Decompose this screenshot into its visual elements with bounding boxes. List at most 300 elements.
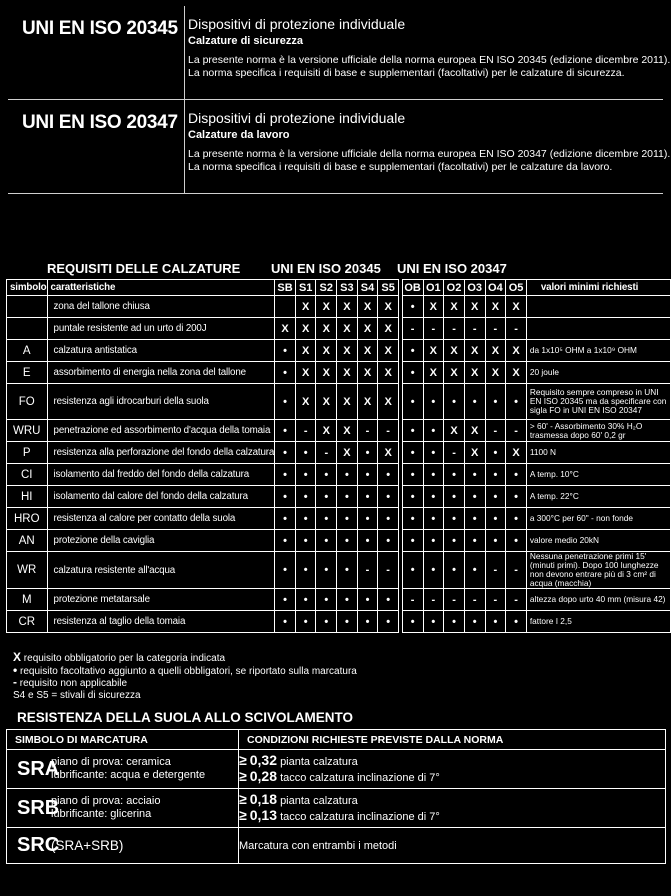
requirement-row [7,318,671,340]
standard-en-iso-20347 [8,100,671,194]
requirement-row [7,384,671,420]
requirement-value-s1: X [295,340,316,362]
slip-resistance-title: RESISTENZA DELLA SUOLA ALLO SCIVOLAMENTO [17,710,354,725]
requirement-min-value: 1100 N [526,442,670,464]
requirement-value-s5: X [378,442,399,464]
legend-dot-key: • [13,662,18,677]
slip-label-heel: tacco calzatura inclinazione di 7° [280,811,440,823]
requirement-value-s1: • [295,508,316,530]
requirement-value-s4: X [357,296,378,318]
legend-dot [13,662,357,678]
requirement-value-o2: - [444,442,465,464]
requirement-value-o4: X [485,296,506,318]
standard-en-iso-20345 [8,6,671,100]
requirement-value-s1: • [295,486,316,508]
requirement-value-o3: • [464,552,485,589]
requirement-value-o5: - [506,552,527,589]
requirement-value-ob: • [402,442,423,464]
requirement-value-ob: • [402,420,423,442]
requirement-symbol: AN [7,530,48,552]
requirement-value-s3: • [337,508,358,530]
requirement-value-o2: X [444,362,465,384]
requirement-symbol [7,296,48,318]
requirement-value-s2: X [316,318,337,340]
requirement-value-sb: • [275,464,296,486]
requirement-value-s4: • [357,442,378,464]
requirement-min-value [526,318,670,340]
requirement-value-o1: • [423,530,444,552]
requirement-value-s4: - [357,420,378,442]
requirement-symbol: CI [7,464,48,486]
requirement-value-o4: • [485,508,506,530]
requirement-value-sb: • [275,362,296,384]
requirement-value-s4: • [357,486,378,508]
requirement-value-o2: • [444,486,465,508]
slip-lubricant: lubrificante: glicerina [51,808,152,820]
requirement-value-s4: X [357,384,378,420]
legend-x [13,652,357,665]
column-header-s3: S3 [337,280,358,296]
requirement-characteristic: zona del tallone chiusa [47,296,275,318]
requirement-value-s2: • [316,589,337,611]
requirement-symbol: M [7,589,48,611]
requirement-value-o1: - [423,318,444,340]
requirement-value-sb [275,296,296,318]
requirement-min-value: 20 joule [526,362,670,384]
requirement-value-o3: • [464,384,485,420]
requirement-value-o2: - [444,318,465,340]
standard-subtitle: Calzature da lavoro [188,129,290,141]
requirement-row [7,530,671,552]
requirement-value-ob: • [402,552,423,589]
requirement-value-ob: • [402,296,423,318]
requirement-value-s4: • [357,611,378,633]
requirement-value-s4: - [357,552,378,589]
requirement-value-o4: X [485,362,506,384]
requirement-value-s3: X [337,318,358,340]
slip-mark-note: (SRA+SRB) [51,838,124,853]
requirement-value-o4: - [485,552,506,589]
requirement-value-sb: • [275,530,296,552]
slip-value-sole: 0,32 [249,752,277,768]
requirement-characteristic: penetrazione ed assorbimento d'acqua della tomaia [47,420,275,442]
requirement-value-sb: • [275,508,296,530]
legend-dash [13,677,357,690]
requirement-value-s2: X [316,362,337,384]
requirement-value-s3: • [337,530,358,552]
requirement-value-s4: • [357,530,378,552]
requirement-min-value: fattore I 2,5 [526,611,670,633]
group-title-20347: UNI EN ISO 20347 [397,261,507,276]
slip-operator: ≥ [239,768,247,784]
header-min-values: valori minimi richiesti [526,280,670,296]
slip-header-marking: SIMBOLO DI MARCATURA [7,730,239,750]
requirement-value-sb: • [275,552,296,589]
requirement-value-sb: • [275,589,296,611]
requirement-value-o3: X [464,420,485,442]
requirement-characteristic: resistenza al taglio della tomaia [47,611,275,633]
header-divider [184,100,185,193]
requirements-table-body [7,280,671,633]
requirement-value-o4: • [485,611,506,633]
requirement-value-s4: X [357,318,378,340]
requirement-value-s2: • [316,508,337,530]
requirement-value-o4: - [485,318,506,340]
requirement-value-o2: • [444,530,465,552]
standard-description-line-2: La norma specifica i requisiti di base e supplementari (facoltativi) per le calzature da lavoro. [188,161,613,173]
requirement-value-s2: • [316,486,337,508]
requirement-value-s2: X [316,420,337,442]
group-title-20345: UNI EN ISO 20345 [271,261,381,276]
legend-x-text: requisito obbligatorio per la categoria indicata [23,653,226,664]
slip-header-row [7,730,666,750]
requirement-value-ob: - [402,318,423,340]
requirement-characteristic: isolamento dal freddo del fondo della calzatura [47,464,275,486]
requirement-value-o5: X [506,362,527,384]
slip-resistance-table [6,729,666,864]
requirement-row [7,552,671,589]
standard-code: UNI EN ISO 20347 [22,112,178,133]
requirement-value-o2: • [444,611,465,633]
requirement-value-s5: - [378,552,399,589]
column-header-o3: O3 [464,280,485,296]
requirement-value-sb: • [275,420,296,442]
requirement-value-o5: X [506,340,527,362]
requirement-row [7,464,671,486]
requirement-value-s5: X [378,318,399,340]
requirement-value-s4: • [357,589,378,611]
standard-code: UNI EN ISO 20345 [22,18,178,39]
slip-row-srb [7,789,666,828]
requirement-min-value: da 1x10⁵ OHM a 1x10⁹ OHM [526,340,670,362]
requirement-value-s1: X [295,362,316,384]
requirement-value-o4: • [485,486,506,508]
column-header-o4: O4 [485,280,506,296]
requirement-value-s2: - [316,442,337,464]
requirement-value-o5: - [506,318,527,340]
requirement-characteristic: assorbimento di energia nella zona del tallone [47,362,275,384]
requirement-min-value: > 60' - Assorbimento 30% H₂O trasmessa dopo 60' 0,2 gr [526,420,670,442]
requirement-value-ob: • [402,464,423,486]
requirement-value-o4: X [485,340,506,362]
requirement-value-o3: • [464,508,485,530]
requirement-value-o1: • [423,420,444,442]
requirement-value-s3: • [337,611,358,633]
slip-value-heel: 0,13 [249,807,277,823]
requirement-value-s2: X [316,296,337,318]
slip-mark: SRA [17,757,60,780]
header-divider [184,6,185,99]
requirement-value-s1: - [295,420,316,442]
requirement-value-o5: X [506,296,527,318]
requirement-value-s5: X [378,362,399,384]
requirement-value-s5: X [378,340,399,362]
requirement-min-value: Requisito sempre compreso in UNI EN ISO 20345 ma da specificare con sigla FO in UNI EN ISO 20347 [526,384,670,420]
requirement-value-s3: X [337,442,358,464]
requirement-value-s3: X [337,362,358,384]
requirement-row [7,589,671,611]
requirement-symbol: FO [7,384,48,420]
slip-mark: SRC [17,834,60,856]
requirement-value-s3: X [337,420,358,442]
requirement-characteristic: calzatura antistatica [47,340,275,362]
requirement-symbol: P [7,442,48,464]
slip-mark: SRB [17,796,60,819]
slip-header-conditions: CONDIZIONI RICHIESTE PREVISTE DALLA NORMA [239,730,666,750]
slip-label-heel: tacco calzatura inclinazione di 7° [280,772,440,784]
column-header-sb: SB [275,280,296,296]
requirement-characteristic: isolamento dal calore del fondo della calzatura [47,486,275,508]
requirement-value-sb: • [275,611,296,633]
column-header-o1: O1 [423,280,444,296]
slip-label-sole: pianta calzatura [280,756,358,768]
requirement-value-o3: • [464,464,485,486]
requirement-value-s5: • [378,589,399,611]
requirement-symbol: HI [7,486,48,508]
requirement-characteristic: puntale resistente ad un urto di 200J [47,318,275,340]
slip-condition: Marcatura con entrambi i metodi [239,828,666,864]
requirement-value-s1: X [295,318,316,340]
requirement-value-sb: X [275,318,296,340]
requirement-value-o4: • [485,442,506,464]
slip-row-src [7,828,666,864]
requirement-value-o1: X [423,340,444,362]
requirement-value-o2: X [444,340,465,362]
slip-conditions [239,789,666,828]
requirement-value-o1: • [423,486,444,508]
requirement-value-o4: • [485,530,506,552]
requirement-value-s2: X [316,384,337,420]
requirement-value-o2: - [444,589,465,611]
requirement-min-value: valore medio 20kN [526,530,670,552]
slip-label-sole: pianta calzatura [280,795,358,807]
requirement-value-o1: • [423,552,444,589]
column-header-s2: S2 [316,280,337,296]
requirement-value-s5: • [378,464,399,486]
requirement-value-s5: - [378,420,399,442]
requirement-value-s1: • [295,611,316,633]
requirement-value-o4: • [485,464,506,486]
requirement-value-o5: X [506,442,527,464]
legend-dash-key: - [13,675,17,689]
requirement-symbol: A [7,340,48,362]
requirement-value-s5: X [378,384,399,420]
requirement-value-s3: • [337,552,358,589]
requirement-value-sb: • [275,384,296,420]
slip-row-sra [7,750,666,789]
requirement-symbol: E [7,362,48,384]
requirement-row [7,486,671,508]
requirement-value-o1: X [423,362,444,384]
requirement-value-o2: • [444,508,465,530]
requirement-value-s1: • [295,442,316,464]
requirement-symbol: WRU [7,420,48,442]
requirement-value-o5: - [506,420,527,442]
requirement-value-o3: - [464,589,485,611]
legend-s4-s5: S4 e S5 = stivali di sicurezza [13,689,141,701]
requirement-value-s2: • [316,611,337,633]
legend [13,652,357,701]
slip-test-surface: piano di prova: acciaio [51,795,161,807]
requirement-value-o5: • [506,486,527,508]
slip-operator: ≥ [239,807,247,823]
requirement-value-ob: • [402,530,423,552]
requirement-characteristic: calzatura resistente all'acqua [47,552,275,589]
requirement-characteristic: protezione della caviglia [47,530,275,552]
requirement-value-s1: • [295,464,316,486]
requirement-characteristic: resistenza al calore per contatto della suola [47,508,275,530]
requirement-value-s4: X [357,340,378,362]
requirement-value-ob: • [402,384,423,420]
requirement-value-o5: - [506,589,527,611]
requirement-value-o5: • [506,384,527,420]
requirement-value-o4: - [485,589,506,611]
slip-operator: ≥ [239,752,247,768]
requirements-header-row [7,280,671,296]
requirement-value-s3: X [337,384,358,420]
requirement-value-o2: • [444,552,465,589]
requirement-symbol: WR [7,552,48,589]
column-header-ob: OB [402,280,423,296]
requirement-min-value [526,296,670,318]
column-header-s5: S5 [378,280,399,296]
requirement-value-s3: X [337,340,358,362]
slip-value-sole: 0,18 [249,791,277,807]
requirement-value-o1: • [423,464,444,486]
requirement-value-o3: - [464,318,485,340]
slip-lubricant: lubrificante: acqua e detergente [51,769,206,781]
requirement-value-s1: X [295,384,316,420]
requirement-value-o5: • [506,611,527,633]
requirement-value-o3: X [464,296,485,318]
requirement-value-s1: • [295,530,316,552]
requirement-value-o2: • [444,384,465,420]
requirement-value-o5: • [506,464,527,486]
requirement-value-s4: • [357,508,378,530]
requirement-value-sb: • [275,340,296,362]
standard-description-line-1: La presente norma è la versione ufficiale della norma europea EN ISO 20347 (edizione dicembre 2011). [188,148,671,160]
requirement-symbol [7,318,48,340]
requirement-value-ob: • [402,362,423,384]
requirement-value-s5: • [378,486,399,508]
requirement-value-sb: • [275,486,296,508]
requirement-value-o3: • [464,611,485,633]
requirement-value-o2: • [444,464,465,486]
legend-dot-text: requisito facoltativo aggiunto a quelli obbligatori, se riportato sulla marcatura [19,665,357,677]
slip-mark-description [51,795,160,821]
requirement-value-o3: • [464,530,485,552]
requirement-min-value: Nessuna penetrazione primi 15' (minuti primi). Dopo 100 lunghezze non devono entrare più di 3 cm² di acqua (macchia) [526,552,670,589]
slip-operator: ≥ [239,791,247,807]
header-symbol: simbolo [7,280,48,296]
requirement-value-o4: • [485,384,506,420]
legend-x-key: X [13,650,22,664]
requirement-value-o1: • [423,384,444,420]
slip-conditions [239,750,666,789]
requirement-value-o2: X [444,296,465,318]
requirement-value-s3: • [337,486,358,508]
requirement-value-ob: • [402,486,423,508]
column-header-s1: S1 [295,280,316,296]
requirement-value-o4: - [485,420,506,442]
requirement-value-s5: X [378,296,399,318]
requirement-value-s3: X [337,296,358,318]
requirement-value-o1: • [423,611,444,633]
header-characteristic: caratteristiche [47,280,275,296]
requirement-row [7,362,671,384]
requirement-min-value: A temp. 10°C [526,464,670,486]
requirement-value-s1: • [295,552,316,589]
requirement-row [7,508,671,530]
requirement-value-o1: - [423,589,444,611]
requirement-value-ob: • [402,508,423,530]
slip-test-surface: piano di prova: ceramica [51,756,171,768]
requirement-min-value: altezza dopo urto 40 mm (misura 42) [526,589,670,611]
requirement-characteristic: resistenza alla perforazione del fondo della calzatura [47,442,275,464]
slip-mark-description [51,756,205,782]
requirement-value-s3: • [337,464,358,486]
requirement-value-ob: • [402,340,423,362]
requirement-value-o5: • [506,508,527,530]
requirement-value-o1: • [423,442,444,464]
requirement-value-o5: • [506,530,527,552]
requirement-value-s1: • [295,589,316,611]
requirement-value-o3: X [464,362,485,384]
requirements-table [6,279,671,633]
requirement-value-s5: • [378,530,399,552]
requirement-value-ob: • [402,611,423,633]
requirement-value-o2: X [444,420,465,442]
column-header-s4: S4 [357,280,378,296]
standard-description-line-1: La presente norma è la versione ufficiale della norma europea EN ISO 20345 (edizione dicembre 2011). [188,54,671,66]
requirement-value-s2: • [316,530,337,552]
requirement-symbol: HRO [7,508,48,530]
requirement-row [7,420,671,442]
requirement-value-o3: X [464,340,485,362]
requirement-value-s5: • [378,611,399,633]
legend-dash-text: requisito non applicabile [19,678,128,689]
requirement-value-s1: X [295,296,316,318]
requirement-value-s2: • [316,464,337,486]
requirement-value-o1: • [423,508,444,530]
requirement-value-ob: - [402,589,423,611]
requirement-min-value: a 300°C per 60" - non fonde [526,508,670,530]
slip-value-heel: 0,28 [249,768,277,784]
requirement-characteristic: protezione metatarsale [47,589,275,611]
requirement-value-o1: X [423,296,444,318]
requirement-value-s4: • [357,464,378,486]
requirement-value-o3: • [464,486,485,508]
requirement-symbol: CR [7,611,48,633]
standard-title: Dispositivi di protezione individuale [188,110,406,126]
standard-description-line-2: La norma specifica i requisiti di base e supplementari (facoltativi) per le calzature di sicurezza. [188,67,625,79]
requirement-value-s5: • [378,508,399,530]
requirement-value-s3: • [337,589,358,611]
column-header-o2: O2 [444,280,465,296]
requirement-characteristic: resistenza agli idrocarburi della suola [47,384,275,420]
requirement-value-s4: X [357,362,378,384]
requirement-min-value: A temp. 22°C [526,486,670,508]
requirement-row [7,340,671,362]
requirement-value-sb: • [275,442,296,464]
requirements-title: REQUISITI DELLE CALZATURE [47,261,241,276]
requirement-value-o3: X [464,442,485,464]
requirement-row [7,296,671,318]
requirement-value-s2: • [316,552,337,589]
standard-title: Dispositivi di protezione individuale [188,16,406,32]
standard-subtitle: Calzature di sicurezza [188,35,303,47]
requirement-value-s2: X [316,340,337,362]
